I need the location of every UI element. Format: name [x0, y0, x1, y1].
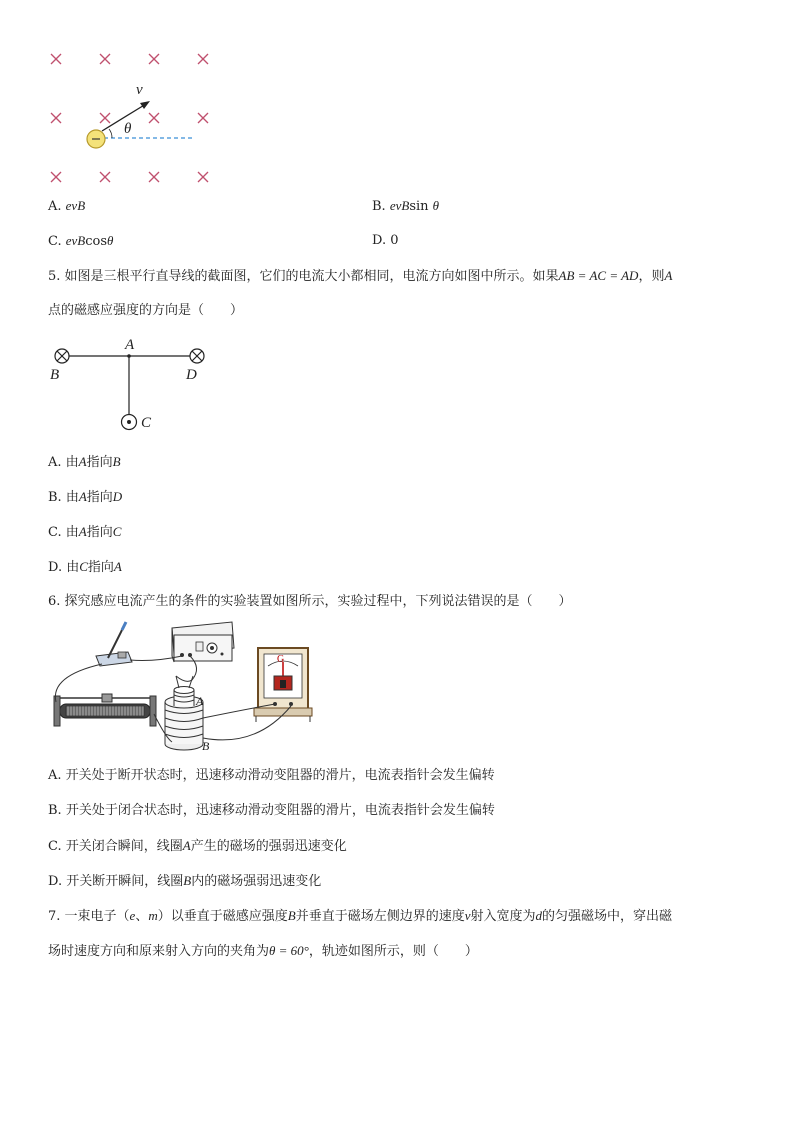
- q6-coil-b-label: B: [202, 739, 210, 753]
- sliding-rheostat: [54, 694, 156, 726]
- q5-option-d[interactable]: D. 由C指向A: [48, 559, 122, 575]
- q6-coil-a-label: A: [196, 694, 204, 708]
- cross-mark: [51, 113, 61, 123]
- cross-mark: [51, 54, 61, 64]
- cross-mark: [51, 172, 61, 182]
- q4-option-c[interactable]: C. evBcosθ: [48, 233, 114, 249]
- q5-option-c[interactable]: C. 由A指向C: [48, 524, 122, 540]
- cross-mark: [198, 113, 208, 123]
- q6-stem: 6. 探究感应电流产生的条件的实验装置如图所示，实验过程中，下列说法错误的是（ ）: [48, 594, 572, 609]
- cross-mark: [100, 54, 110, 64]
- q6-option-a[interactable]: A. 开关处于断开状态时，迅速移动滑动变阻器的滑片，电流表指针会发生偏转: [48, 768, 495, 783]
- cross-mark: [100, 172, 110, 182]
- q5-label-b: B: [50, 367, 60, 383]
- q5-label-a: A: [125, 337, 135, 353]
- wire-c-out-of-page: [122, 415, 137, 430]
- q6-option-d[interactable]: D. 开关断开瞬间，线圈B内的磁场强弱迅速变化: [48, 873, 322, 889]
- q7-stem-line1: 7. 一束电子（e、m）以垂直于磁感应强度B并垂直于磁场左侧边界的速度v射入宽度为d的匀强磁场中，穿出磁: [48, 908, 673, 924]
- q5-option-b[interactable]: B. 由A指向D: [48, 489, 123, 505]
- q6-apparatus-figure: [46, 618, 316, 758]
- cross-mark: [198, 54, 208, 64]
- cross-mark: [198, 172, 208, 182]
- q5-stem-line2: 点的磁感应强度的方向是（ ）: [48, 303, 244, 318]
- q4-option-b[interactable]: B. evBsin θ: [372, 198, 440, 214]
- q6-meter-label: G: [277, 654, 285, 665]
- q5-label-d: D: [186, 367, 197, 383]
- velocity-arrowhead: [140, 101, 150, 109]
- q7-stem-line2: 场时速度方向和原来射入方向的夹角为θ = 60°，轨迹如图所示，则（ ）: [48, 943, 478, 959]
- q4-figure: [40, 46, 230, 191]
- theta-label: θ: [124, 121, 132, 137]
- q5-figure: [50, 340, 210, 435]
- wire-b-into-page: [55, 349, 69, 363]
- wire-d-into-page: [190, 349, 204, 363]
- q5-option-a[interactable]: A. 由A指向B: [48, 454, 121, 470]
- field-crosses: [51, 54, 208, 182]
- q4-option-d[interactable]: D. 0: [372, 233, 399, 248]
- cross-mark: [149, 113, 159, 123]
- q6-option-c[interactable]: C. 开关闭合瞬间，线圈A产生的磁场的强弱迅速变化: [48, 838, 347, 854]
- q5-stem-line1: 5. 如图是三根平行直导线的截面图，它们的电流大小都相同，电流方向如图中所示。如果AB = AC = AD，则A: [48, 268, 673, 284]
- velocity-label: v: [136, 82, 143, 98]
- knife-switch: [96, 622, 132, 666]
- q5-label-c: C: [141, 415, 152, 431]
- q6-option-b[interactable]: B. 开关处于闭合状态时，迅速移动滑动变阻器的滑片，电流表指针会发生偏转: [48, 803, 495, 818]
- cross-mark: [149, 54, 159, 64]
- cross-mark: [100, 113, 110, 123]
- cross-mark: [149, 172, 159, 182]
- q4-option-a[interactable]: A. evB: [48, 198, 86, 214]
